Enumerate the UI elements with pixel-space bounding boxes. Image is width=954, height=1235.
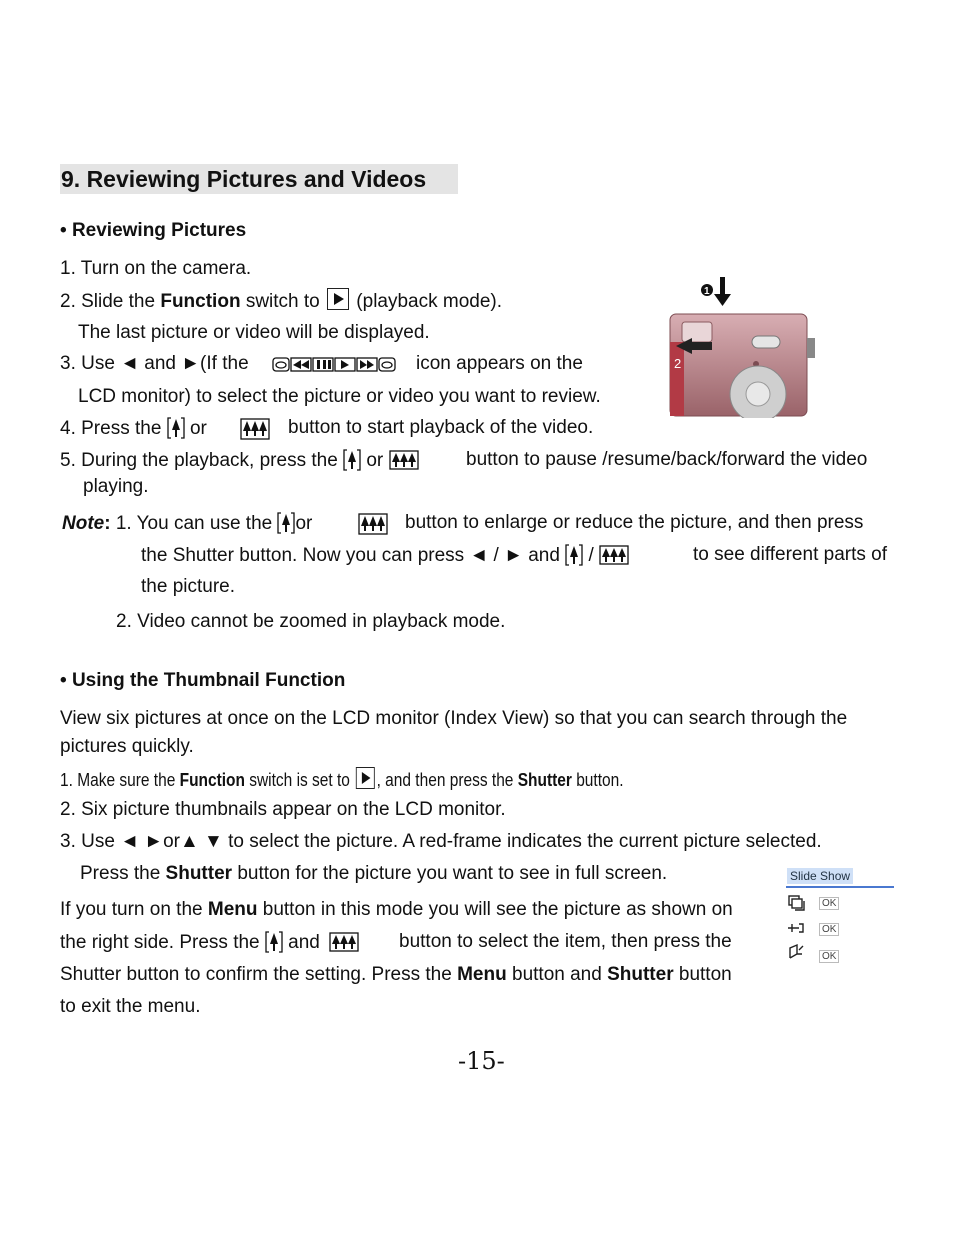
- note-line-2: [141, 543, 629, 568]
- note-colon: :: [104, 513, 111, 534]
- menu-para-text-b: button in this mode you will see the picture as shown on: [257, 899, 733, 920]
- menu-paragraph-line-1: [60, 898, 733, 922]
- thumbnail-intro-1: View six pictures at once on the LCD monitor (Index View) so that you can search through the: [60, 708, 848, 729]
- note-line-1: [62, 511, 312, 536]
- zoom-tele-icon: [343, 448, 361, 472]
- zoom-tele-icon: [265, 930, 283, 954]
- thumb-step-3: 3. Use ◄ ►or▲ ▼ to select the picture. A red-frame indicates the current picture selected.: [60, 831, 822, 852]
- menu-paragraph-line-4: to exit the menu.: [60, 996, 201, 1017]
- or-text: or: [366, 450, 384, 471]
- shutter-label: Shutter: [517, 770, 572, 790]
- slash-text: /: [588, 545, 594, 566]
- menu-paragraph-line-2: [60, 930, 359, 955]
- step-3-text-b: icon appears on the: [416, 353, 583, 374]
- and-text: and: [288, 932, 320, 953]
- zoom-tele-icon: [167, 416, 185, 440]
- step-3-text-a: 3. Use ◄ and ►(If the: [60, 353, 249, 374]
- note-1-text-a: 1. You can use the: [110, 513, 273, 534]
- ok-label: OK: [819, 923, 839, 936]
- note-label: Note: [62, 513, 105, 534]
- menu-para-text-c: the right side. Press the: [60, 932, 260, 953]
- page-number: -15-: [458, 1047, 505, 1075]
- menu-paragraph-line-3: [60, 963, 732, 987]
- step-4: [60, 416, 207, 441]
- section-heading-text: 9. Reviewing Pictures and Videos: [61, 166, 427, 192]
- zoom-wide-icon: [329, 932, 359, 952]
- menu-para-text-a: If you turn on the: [60, 899, 208, 920]
- callout-2: 2: [674, 356, 682, 371]
- subsection-title-reviewing: • Reviewing Pictures: [60, 220, 247, 241]
- note-1-text-e: the picture.: [141, 576, 235, 597]
- playback-mode-icon: [356, 767, 375, 789]
- step-5-text-b: button to pause /resume/back/forward the video: [466, 449, 868, 470]
- thumb-step-3-continuation: [80, 862, 667, 886]
- thumb-step-2: 2. Six picture thumbnails appear on the LCD monitor.: [60, 799, 506, 820]
- step-5: [60, 448, 419, 473]
- function-label: Function: [179, 770, 245, 790]
- thumb-step-1-text-d: button.: [571, 770, 624, 790]
- menu-label: Menu: [207, 899, 258, 920]
- ok-label: OK: [819, 950, 839, 963]
- step-1: 1. Turn on the camera.: [60, 258, 252, 279]
- menu-label: Menu: [457, 964, 507, 985]
- menu-para-text-g: button: [673, 964, 732, 985]
- step-4-text-b: button to start playback of the video.: [288, 417, 594, 438]
- step-2-text-b: switch to: [240, 291, 326, 312]
- callout-1: 1: [704, 286, 710, 297]
- menu-para-text-e: Shutter button to confirm the setting. Press the: [60, 964, 458, 985]
- zoom-wide-icon: [358, 513, 388, 535]
- step-2-continuation: The last picture or video will be displayed.: [78, 322, 430, 343]
- note-1-text-d: to see different parts of: [693, 544, 887, 565]
- step-2-text-a: 2. Slide the: [60, 291, 161, 312]
- note-1-text-b: button to enlarge or reduce the picture, and then press: [405, 512, 864, 533]
- camera-back-illustration: [668, 276, 818, 418]
- thumb-step-1: [60, 767, 624, 791]
- section-heading: [60, 164, 458, 194]
- menu-para-text-f: button and: [506, 964, 608, 985]
- thumbnail-intro-2: pictures quickly.: [60, 736, 194, 757]
- step-2-text-c: (playback mode).: [351, 291, 503, 312]
- shutter-label: Shutter: [607, 964, 674, 985]
- thumb-step-1-text-a: 1. Make sure the: [60, 770, 180, 790]
- subsection-title-text: Using the Thumbnail Function: [71, 670, 346, 691]
- subsection-title-thumbnail: • Using the Thumbnail Function: [60, 670, 346, 691]
- shutter-label: Shutter: [165, 863, 233, 884]
- function-label: Function: [160, 291, 241, 312]
- zoom-wide-icon: [240, 418, 270, 440]
- menu-para-text-d: button to select the item, then press the: [399, 931, 732, 952]
- zoom-wide-icon: [599, 545, 629, 565]
- thumb-step-3-text-b: button for the picture you want to see in full screen.: [232, 863, 668, 884]
- subsection-title-text: Reviewing Pictures: [71, 220, 247, 241]
- slide-show-menu-header: [786, 868, 894, 888]
- step-5-text-a: 5. During the playback, press the: [60, 450, 338, 471]
- playback-controls-icon: [272, 357, 397, 373]
- thumb-step-1-text-c: , and then press the: [376, 770, 518, 790]
- thumb-step-3-text-a: Press the: [80, 863, 166, 884]
- playback-mode-icon: [327, 288, 349, 310]
- note-2: 2. Video cannot be zoomed in playback mode.: [116, 611, 506, 632]
- step-3-continuation: LCD monitor) to select the picture or video you want to review.: [78, 386, 601, 407]
- zoom-tele-icon: [565, 543, 583, 567]
- step-2: [60, 288, 502, 314]
- slide-show-menu-title: Slide Show: [787, 868, 853, 884]
- or-text: or: [189, 418, 207, 439]
- step-4-text-a: 4. Press the: [60, 418, 162, 439]
- zoom-tele-icon: [277, 511, 295, 535]
- step-5-continuation: playing.: [83, 476, 149, 497]
- menu-item-icons: [787, 894, 807, 964]
- note-1-text-c: the Shutter button. Now you can press ◄ / ► and: [141, 545, 560, 566]
- thumb-step-1-text-b: switch is set to: [244, 770, 355, 790]
- zoom-wide-icon: [389, 450, 419, 470]
- ok-label: OK: [819, 897, 839, 910]
- or-text: or: [295, 513, 313, 534]
